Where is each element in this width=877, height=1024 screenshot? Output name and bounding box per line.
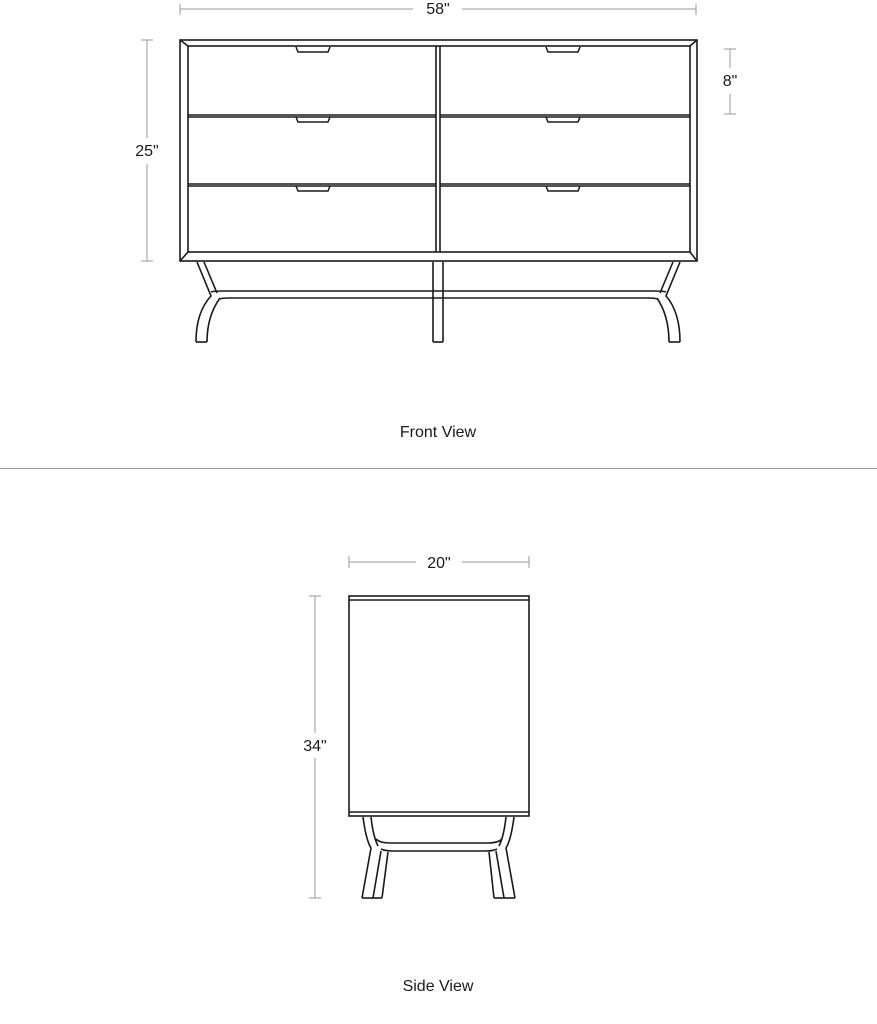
side-height-label: 34" (303, 738, 327, 755)
front-view-caption: Front View (399, 424, 477, 441)
side-depth-label: 20" (427, 555, 451, 572)
front-width-label: 58" (426, 1, 450, 18)
dresser-base (196, 262, 680, 342)
front-height-label: 25" (135, 143, 159, 160)
dresser-cabinet (180, 40, 697, 261)
drawer-height-label: 8" (722, 73, 738, 90)
side-cabinet (349, 596, 529, 816)
side-base (362, 817, 515, 898)
side-view-caption: Side View (402, 978, 474, 995)
front-view (135, 1, 737, 342)
section-divider (0, 468, 877, 469)
drawer-pull (546, 47, 580, 52)
side-view (303, 555, 529, 898)
drawer-pull (296, 47, 330, 52)
drawer-pulls (296, 47, 580, 191)
